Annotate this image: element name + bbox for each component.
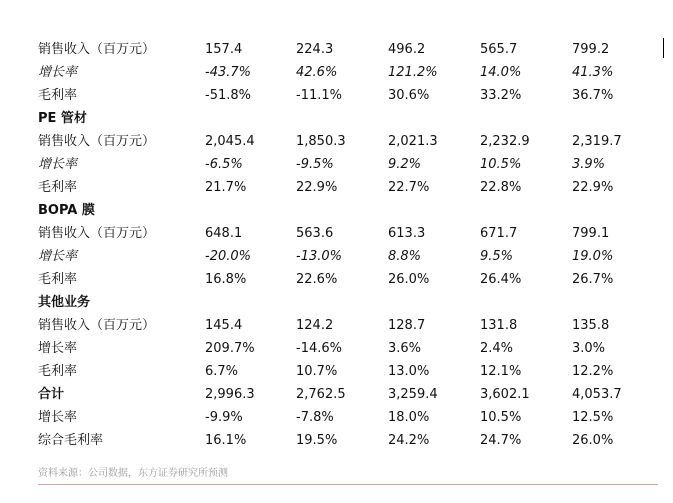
table-cell: 26.0% [388,272,430,287]
table-cell: 648.1 [205,226,243,241]
table-cell: 14.0% [480,65,522,80]
table-cell: 209.7% [205,341,255,356]
table-row [38,268,638,291]
table-cell: 121.2% [388,65,438,80]
row-label: 毛利率 [38,272,78,287]
table-cell: 13.0% [388,364,430,379]
table-cell: 22.7% [388,180,430,195]
table-cell: -11.1% [296,88,342,103]
table-cell: -9.5% [296,157,334,172]
row-label: 其他业务 [38,295,91,310]
table-cell: 12.1% [480,364,522,379]
table-cell: 2,045.4 [205,134,255,149]
table-cell: -43.7% [205,65,251,80]
table-cell: 22.9% [296,180,338,195]
table-cell: 3,259.4 [388,387,438,402]
table-cell: 496.2 [388,42,426,57]
table-cell: 124.2 [296,318,334,333]
table-cell: 2,021.3 [388,134,438,149]
table-row [38,84,638,107]
table-cell: 18.0% [388,410,430,425]
table-cell: 1,850.3 [296,134,346,149]
table-cell: 671.7 [480,226,518,241]
table-cell: 24.2% [388,433,430,448]
table-cell: 2,996.3 [205,387,255,402]
table-cell: 2,762.5 [296,387,346,402]
text-cursor [663,38,664,58]
financial-table [38,38,638,452]
table-cell: -6.5% [205,157,243,172]
section-header-row [38,199,638,222]
table-cell: 24.7% [480,433,522,448]
table-cell: -20.0% [205,249,251,264]
table-cell: 9.5% [480,249,514,264]
table-row [38,176,638,199]
table-cell: 3.6% [388,341,422,356]
table-cell: 4,053.7 [572,387,622,402]
row-label: 增长率 [38,341,78,356]
table-row [38,38,638,61]
table-cell: 131.8 [480,318,518,333]
table-cell: 19.0% [572,249,614,264]
table-cell: 224.3 [296,42,334,57]
table-cell: 565.7 [480,42,518,57]
table-cell: 2.4% [480,341,514,356]
table-row [38,406,638,429]
table-cell: 10.5% [480,157,522,172]
table-cell: 26.0% [572,433,614,448]
table-cell: -51.8% [205,88,251,103]
table-row [38,222,638,245]
table-cell: 128.7 [388,318,426,333]
table-row [38,383,638,406]
footer-divider [38,484,658,485]
table-cell: 22.8% [480,180,522,195]
table-row [38,153,638,176]
table-cell: -13.0% [296,249,342,264]
row-label: 增长率 [38,410,78,425]
source-note: 资料来源：公司数据，东方证券研究所预测 [38,468,228,479]
table-cell: 36.7% [572,88,614,103]
table-cell: -7.8% [296,410,334,425]
table-cell: 19.5% [296,433,338,448]
table-cell: 10.5% [480,410,522,425]
table-cell: 145.4 [205,318,243,333]
row-label: 毛利率 [38,180,78,195]
table-row [38,360,638,383]
table-cell: 33.2% [480,88,522,103]
row-label: 销售收入（百万元） [38,134,156,149]
row-label: 销售收入（百万元） [38,42,156,57]
table-cell: 2,232.9 [480,134,530,149]
table-cell: 6.7% [205,364,239,379]
table-cell: 799.2 [572,42,610,57]
table-cell: 30.6% [388,88,430,103]
table-row [38,337,638,360]
table-cell: 26.4% [480,272,522,287]
table-cell: 157.4 [205,42,243,57]
row-label: 增长率 [38,157,78,172]
section-header-row [38,291,638,314]
table-cell: 22.9% [572,180,614,195]
table-cell: 16.8% [205,272,247,287]
section-header-row [38,107,638,130]
table-cell: 799.1 [572,226,610,241]
table-row [38,245,638,268]
table-cell: -9.9% [205,410,243,425]
table-cell: 21.7% [205,180,247,195]
table-cell: -14.6% [296,341,342,356]
row-label: 增长率 [38,249,78,264]
row-label: 综合毛利率 [38,433,104,448]
row-label: 毛利率 [38,364,78,379]
table-row [38,61,638,84]
table-cell: 26.7% [572,272,614,287]
table-cell: 613.3 [388,226,426,241]
row-label: BOPA 膜 [38,203,95,218]
table-cell: 3.0% [572,341,606,356]
row-label: 增长率 [38,65,78,80]
table-cell: 2,319.7 [572,134,622,149]
row-label: 销售收入（百万元） [38,318,156,333]
table-cell: 9.2% [388,157,422,172]
table-cell: 12.5% [572,410,614,425]
table-cell: 563.6 [296,226,334,241]
table-cell: 3.9% [572,157,606,172]
row-label: 销售收入（百万元） [38,226,156,241]
table-cell: 10.7% [296,364,338,379]
table-cell: 8.8% [388,249,422,264]
row-label: 毛利率 [38,88,78,103]
table-cell: 12.2% [572,364,614,379]
table-row [38,429,638,452]
table-cell: 41.3% [572,65,614,80]
table-cell: 3,602.1 [480,387,530,402]
table-cell: 22.6% [296,272,338,287]
row-label: 合计 [38,387,65,402]
table-row [38,130,638,153]
table-cell: 135.8 [572,318,610,333]
table-cell: 16.1% [205,433,247,448]
table-row [38,314,638,337]
table-cell: 42.6% [296,65,338,80]
row-label: PE 管材 [38,111,87,126]
